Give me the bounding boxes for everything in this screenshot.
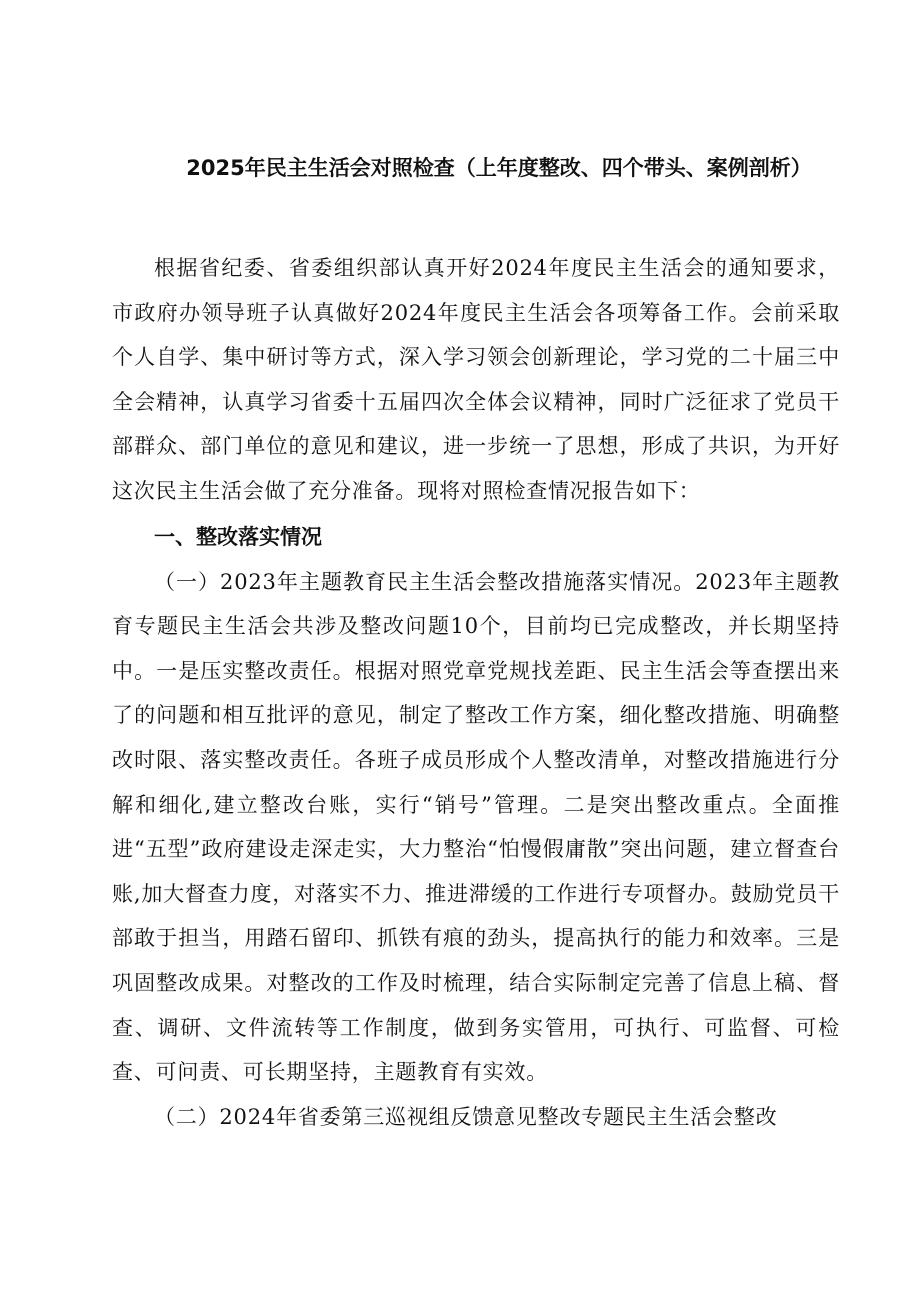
intro-paragraph: 根据省纪委、省委组织部认真开好2024年度民主生活会的通知要求，市政府办领导班子认真做好2024年度民主生活会各项筹备工作。会前采取个人自学、集中研讨等方式，深入学习领会创新理论，学习党的二十届三中全会精神，认真学习省委十五届四次全体会议精神，同时广泛征求了党员干部群众、部门单位的意见和建议，进一步统一了思想，形成了共识，为开好这次民主生活会做了充分准备。现将对照检查情况报告如下： bbox=[112, 256, 840, 503]
document-body bbox=[112, 246, 840, 1139]
section-paragraph-2024: （二）2024年省委第三巡视组反馈意见整改专题民主生活会整改 bbox=[154, 1104, 778, 1129]
section-heading-rectification: 一、整改落实情况 bbox=[154, 524, 322, 549]
document-title: 2025年民主生活会对照检查（上年度整改、四个带头、案例剖析） bbox=[186, 156, 812, 180]
section-paragraph-2023: （一）2023年主题教育民主生活会整改措施落实情况。2023年主题教育专题民主生活会共涉及整改问题10个，目前均已完成整改，并长期坚持中。一是压实整改责任。根据对照党章党规找差距、民主生活会等查摆出来了的问题和相互批评的意见，制定了整改工作方案，细化整改措施、明确整改时限、落实整改责任。各班子成员形成个人整改清单，对整改措施进行分解和细化,建立整改台账，实行“销号”管理。二是突出整改重点。全面推进“五型”政府建设走深走实，大力整治“怕慢假庸散”突出问题，建立督查台账,加大督查力度，对落实不力、推进滞缓的工作进行专项督办。鼓励党员干部敢于担当，用踏石留印、抓铁有痕的劲头，提高执行的能力和效率。三是巩固整改成果。对整改的工作及时梳理，结合实际制定完善了信息上稿、督查、调研、文件流转等工作制度，做到务实管用，可执行、可监督、可检查、可问责、可长期坚持，主题教育有实效。 bbox=[112, 569, 840, 1085]
